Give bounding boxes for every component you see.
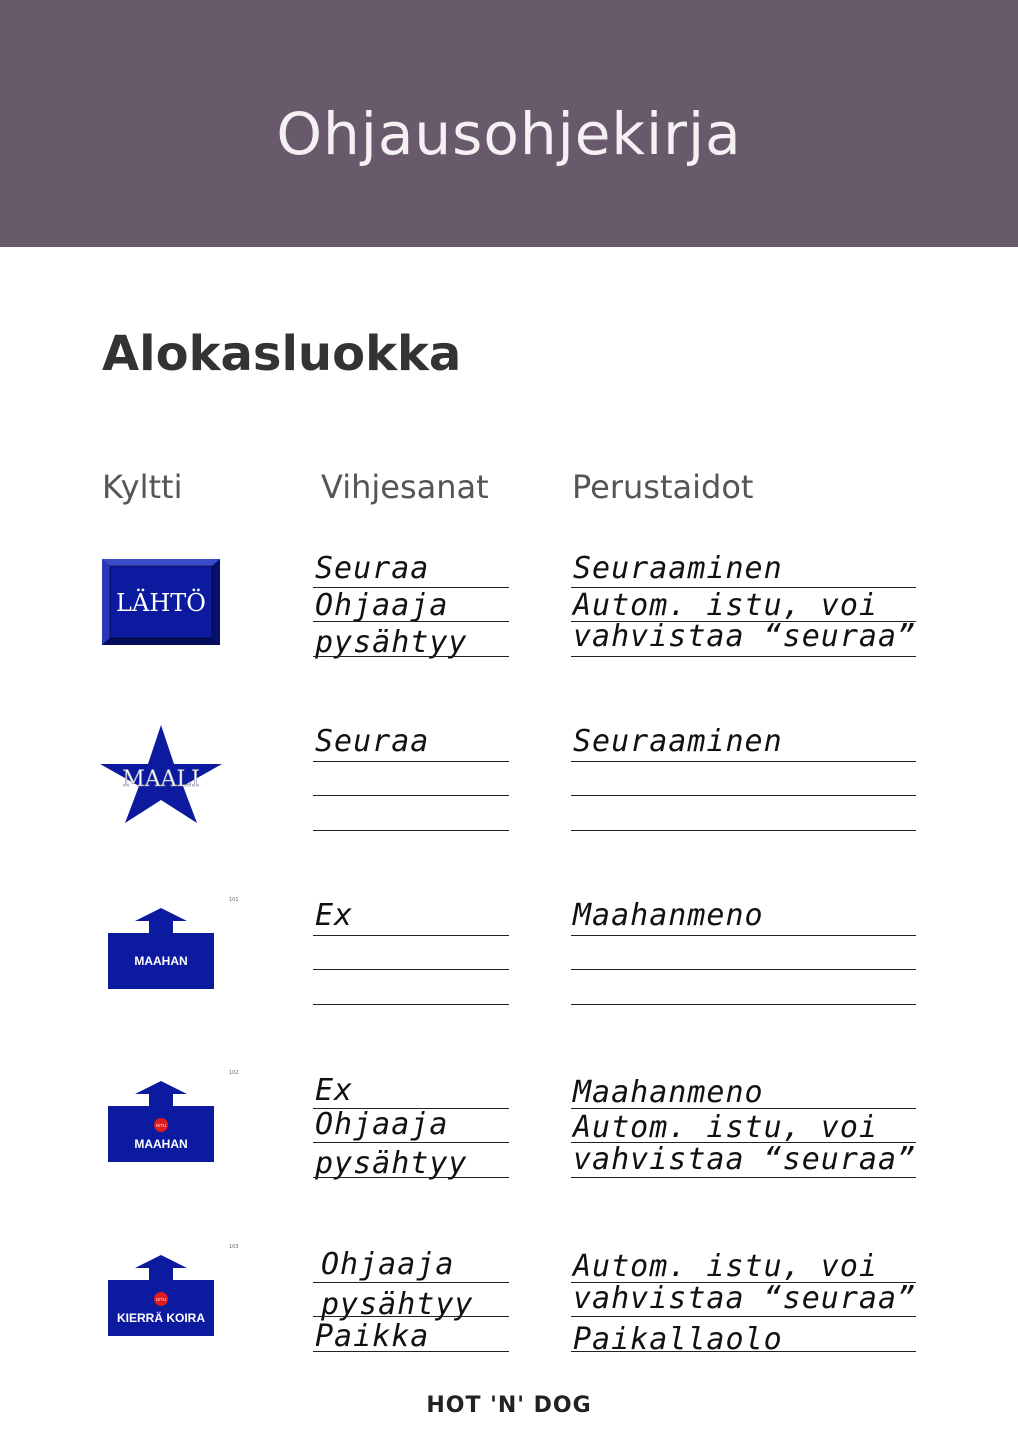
writing-line [313,621,509,622]
writing-line [313,795,509,796]
cue-text: pysähtyy [315,1146,468,1181]
writing-line [571,761,916,762]
cue-text: Ohjaaja [315,588,449,623]
writing-line [571,1177,916,1178]
writing-line [571,830,916,831]
writing-line [571,935,916,936]
table-row [0,897,1018,1027]
skill-text: Autom. istu, voi [573,588,878,623]
skill-text: Seuraaminen [573,551,783,586]
skills-field[interactable] [571,1070,916,1180]
cue-text: pysähtyy [315,625,468,660]
brand-logo: HOT 'N' DOG [426,1393,592,1418]
skills-field[interactable] [571,723,916,833]
table-row [0,1244,1018,1374]
table-row [0,550,1018,680]
sign-number: 103 [229,1244,239,1250]
cue-text: Ex [315,898,354,933]
cue-text: Seuraa [315,551,430,586]
skill-text: Maahanmeno [573,1075,764,1110]
writing-line [571,1004,916,1005]
skill-text: vahvistaa “seuraa” [573,1281,917,1316]
cue-text: Seuraa [315,724,430,759]
writing-line [571,795,916,796]
column-header-skills: Perustaidot [572,468,754,506]
badge-label: ISTU [155,1123,167,1128]
writing-line [313,1351,509,1352]
skills-field[interactable] [571,550,916,660]
cues-field[interactable] [313,897,509,1007]
table-row [0,1070,1018,1200]
writing-line [313,969,509,970]
table-row [0,723,1018,853]
sign-label: KIERRÄ KOIRA [116,1311,206,1325]
sign-label: MAALI [122,767,200,792]
writing-line [571,969,916,970]
cue-text: pysähtyy [321,1287,474,1322]
lahto-sign [102,559,220,645]
writing-line [571,1108,916,1109]
writing-line [313,935,509,936]
skills-field[interactable] [571,897,916,1007]
writing-line [313,761,509,762]
cue-text: Ohjaaja [321,1247,455,1282]
writing-line [571,1351,916,1352]
writing-line [313,830,509,831]
cue-text: Paikka [315,1319,430,1354]
sign-label: MAAHAN [134,954,188,968]
kierra-koira-arrow-sign [108,1244,238,1338]
skill-text: vahvistaa “seuraa” [573,1142,917,1177]
writing-line [313,1177,509,1178]
skill-text: Paikallaolo [573,1322,783,1357]
sign-label: LÄHTÖ [116,589,206,617]
skill-text: Autom. istu, voi [573,1110,878,1145]
writing-line [313,656,509,657]
cues-field[interactable] [313,723,509,833]
maali-star-sign [99,723,223,825]
skill-text: Maahanmeno [573,898,764,933]
skill-text: vahvistaa “seuraa” [573,619,917,654]
badge-label: ISTU [155,1297,167,1302]
cue-text: Ohjaaja [315,1107,449,1142]
maahan-arrow-sign [108,897,238,991]
page-title: Ohjausohjekirja [276,100,742,168]
sign-number: 102 [229,1070,239,1076]
writing-line [571,656,916,657]
cues-field[interactable] [313,550,509,660]
writing-line [313,1282,509,1283]
skills-field[interactable] [571,1244,917,1357]
skill-text: Seuraaminen [573,724,783,759]
skill-text: Autom. istu, voi [573,1249,878,1284]
cues-field[interactable] [313,1244,509,1354]
header-banner [0,0,1018,247]
section-title: Alokasluokka [102,326,462,382]
writing-line [313,1004,509,1005]
writing-line [313,1142,509,1143]
writing-line [571,1316,916,1317]
cue-text: Ex [315,1073,354,1108]
column-header-sign: Kyltti [102,468,183,506]
writing-line [313,1316,509,1317]
column-header-cues: Vihjesanat [321,468,489,506]
cues-field[interactable] [313,1070,509,1180]
sign-number: 101 [229,897,239,903]
istu-maahan-arrow-sign [108,1070,238,1164]
sign-label: MAAHAN [134,1137,188,1151]
